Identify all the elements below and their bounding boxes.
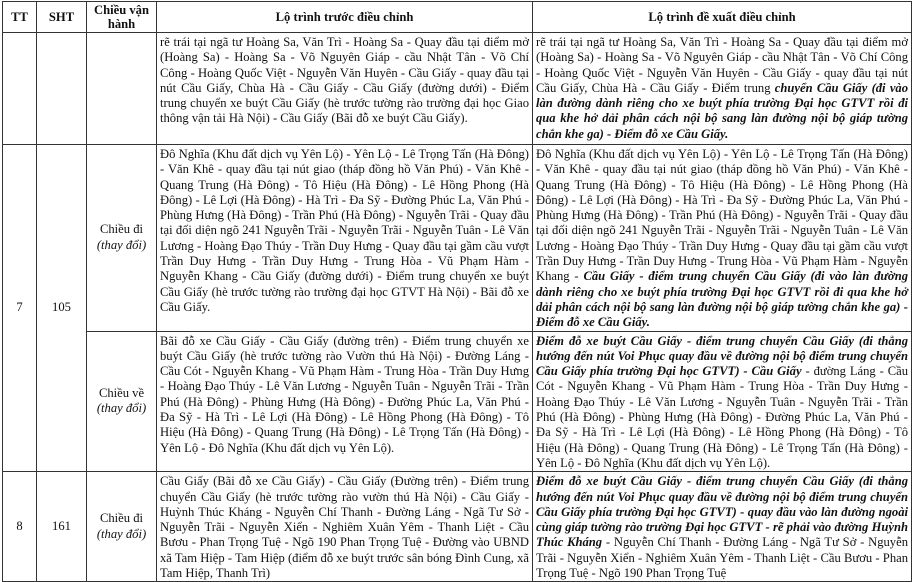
sht-cell: 105 [37, 145, 87, 472]
table-row [3, 33, 912, 145]
route-proposed-cell [533, 33, 912, 145]
direction-cell [87, 145, 157, 332]
header-route-proposed: Lộ trình đề xuất điều chỉnh [533, 2, 912, 33]
route-proposed-text: - Nguyễn Chí Thanh - Đường Láng - Ngã Tư Sở - Nguyễn Trãi - Nguyễn Xiển - Nghiêm Xuân Yêm - Thanh Liệt - Cầu Bươu - Phan Trọng Tuệ - Ngõ 190 Phan Trọng Tuệ [536, 535, 908, 581]
direction-label: Chiều về [98, 386, 145, 401]
header-route-before: Lộ trình trước điều chỉnh [157, 2, 533, 33]
header-sht: SHT [37, 2, 87, 33]
sht-cell: 161 [37, 472, 87, 582]
route-proposed-highlight: Cầu Giấy - điểm trung chuyển Cầu Giấy (đi vào làn đường dành riêng cho xe buýt phía trường Đại học GTVT rồi đi qua khe hở dải phân cách nội bộ sang làn đường nội bộ giáp tường chắn khe ga) - Điểm đỗ xe Cầu Giấy. [536, 269, 908, 330]
route-proposed-highlight: chuyển Cầu Giấy (đi vào làn đường dành riêng cho xe buýt phía trường Đại học GTVT rồi đi qua khe hở dải phân cách nội bộ sang làn đường nội bộ giáp tường chắn khe ga) - Điểm đỗ xe Cầu Giấy. [536, 80, 909, 141]
route-proposed-cell [533, 472, 912, 582]
table-header-row [3, 2, 912, 33]
table-row [3, 145, 912, 332]
route-proposed-cell [533, 331, 912, 472]
direction-note: (thay đổi) [96, 237, 147, 252]
table-row [3, 472, 912, 582]
route-before-cell: Bãi đỗ xe Cầu Giấy - Cầu Giấy (đường trên) - Điểm trung chuyển xe buýt Cầu Giấy (hè trước tường rào Vườn thú Hà Nội) - Đường Láng - Cầu Cót - Nguyễn Khang - Vũ Phạm Hàm - Trung Hòa - Trần Duy Hưng - Hoàng Đạo Thúy - Lê Văn Lương - Nguyễn Tuân - Nguyễn Trãi - Trần Phú (Hà Đông) - Phùng Hưng (Hà Đông) - Đường Phúc La, Văn Phú - Đa Sỹ - Hà Trì - Lê Lợi (Hà Đông) - Lê Hồng Phong (Hà Đông) - Tô Hiệu (Hà Đông) - Quang Trung (Hà Đông) - Lê Trọng Tấn (Hà Đông) - Yên Lộ - Đô Nghĩa (Khu đất dịch vụ Yên Lộ). [157, 331, 533, 472]
sht-cell [37, 33, 87, 145]
direction-cell [87, 472, 157, 582]
tt-cell [3, 33, 37, 145]
route-proposed-cell [533, 145, 912, 332]
route-before-cell: Cầu Giấy (Bãi đỗ xe Cầu Giấy) - Cầu Giấy (Đường trên) - Điểm trung chuyển Cầu Giấy (hè trước tường rào vườn thú Hà Nội) - Cầu Giấy - Huỳnh Thúc Kháng - Nguyễn Chí Thanh - Đường Láng - Ngã Tư Sở - Nguyễn Trãi - Nguyễn Xiển - Nghiêm Xuân Yêm - Thanh Liệt - Cầu Bươu - Phan Trọng Tuệ - Ngõ 190 Phan Trọng Tuệ - Đường vào UBND xã Tam Hiệp - Tam Hiệp (điểm đỗ xe buýt trước sân bóng Đình Cung, xã Tam Hiệp, Thanh Trì) [157, 472, 533, 582]
direction-label: Chiều đi [99, 511, 144, 526]
direction-cell [87, 331, 157, 472]
route-proposed-text: - đường Láng - Cầu Cót - Nguyễn Khang - Vũ Phạm Hàm - Trung Hòa - Trần Duy Hưng - Hoàng Đạo Thúy - Lê Văn Lương - Nguyễn Tuân - Nguyễn Trãi - Trần Phú (Hà Đông) - Phùng Hưng (Hà Đông) - Đường Phúc La, Văn Phú - Đa Sỹ - Hà Trì - Lê Lợi (Hà Đông) - Lê Hồng Phong (Hà Đông) - Tô Hiệu (Hà Đông) - Quang Trung (Hà Đông) - Lê Trọng Tấn (Hà Đông) - Yên Lộ - Đô Nghĩa (Khu đất dịch vụ Yên Lộ). [536, 364, 908, 470]
route-proposed-highlight: Điểm đỗ xe buýt Cầu Giấy - điểm trung chuyển Cầu Giấy (đi thẳng hướng đến nút Voi Phục quay đầu về đường nội bộ điểm trung chuyển Cầu Giấy phía trường Đại học GTVT) - Cầu Giấy [536, 333, 908, 379]
tt-cell: 8 [3, 472, 37, 582]
header-tt: TT [3, 2, 37, 33]
direction-note: (thay đổi) [96, 526, 147, 541]
route-proposed-text: rẽ trái tại ngã tư Hoàng Sa, Văn Trì - Hoàng Sa - Quay đầu tại điểm mở (Hoàng Sa) - Hoàng Sa - Võ Nguyên Giáp - cầu Nhật Tân - Võ Chí Công - Hoàng Quốc Việt - Nguyễn Văn Huyên - Cầu Giấy - quay đầu tại nút Cầu Giấy, Chùa Hà - Cầu Giấy - Điểm trung [536, 35, 908, 95]
route-proposed-highlight: Điểm đỗ xe buýt Cầu Giấy - điểm trung chuyển Cầu Giấy (đi thẳng hướng đến nút Voi Phục quay đầu về đường nội bộ điểm trung chuyển Cầu Giấy phía trường Đại học GTVT) - quay đầu vào làn đường ngoài cùng giáp tường rào trường Đại học GTVT - rẽ phải vào đường Huỳnh Thúc Kháng [536, 474, 908, 550]
route-before-cell: rẽ trái tại ngã tư Hoàng Sa, Văn Trì - Hoàng Sa - Quay đầu tại điểm mở (Hoàng Sa) - Hoàng Sa - Võ Nguyên Giáp - cầu Nhật Tân - Võ Chí Công - Hoàng Quốc Việt - Nguyễn Văn Huyên - Cầu Giấy - quay đầu tại nút Cầu Giấy, Chùa Hà - Cầu Giấy - Cầu Giấy (đường dưới) - Điểm trung chuyển xe buýt Cầu Giấy (hè trước tường rào trường đại học Giao thông vận tải Hà Nội) - Cầu Giấy (Bãi đỗ xe buýt Cầu Giấy). [157, 33, 533, 145]
route-adjustment-table [2, 1, 912, 582]
route-proposed-text: Đô Nghĩa (Khu đất dịch vụ Yên Lộ) - Yên Lộ - Lê Trọng Tấn (Hà Đông) - Văn Khê - quay đầu tại nút giao (tháp đồng hồ Văn Phú) - Văn Khê - Quang Trung (Hà Đông) - Tô Hiệu (Hà Đông) - Lê Hồng Phong (Hà Đông) - Lê Lợi (Hà Đông) - Hà Trì - Đa Sỹ - Đường Phúc La, Văn Phú - Phùng Hưng (Hà Đông) - Trần Phú (Hà Đông) - Nguyễn Trãi - Quay đầu tại đối diện ngõ 241 Nguyễn Trãi - Nguyễn Trãi - Nguyễn Tuân - Lê Văn Lương - Hoàng Đạo Thúy - Trần Duy Hưng - Quay đầu tại gầm cầu vượt Trần Duy Hưng - Trần Duy Hưng - Trung Hòa - Vũ Phạm Hàm - Nguyễn Khang - [536, 147, 908, 284]
tt-cell: 7 [3, 145, 37, 472]
table-row [3, 331, 912, 472]
route-before-cell: Đô Nghĩa (Khu đất dịch vụ Yên Lộ) - Yên Lộ - Lê Trọng Tấn (Hà Đông) - Văn Khê - quay đầu tại nút giao (tháp đồng hồ Văn Phú) - Văn Khê - Quang Trung (Hà Đông) - Tô Hiệu (Hà Đông) - Lê Hồng Phong (Hà Đông) - Lê Lợi (Hà Đông) - Hà Trì - Đa Sỹ - Đường Phúc La, Văn Phú - Phùng Hưng (Hà Đông) - Trần Phú (Hà Đông) - Nguyễn Trãi - Quay đầu tại đối diện ngõ 241 Nguyễn Trãi - Nguyễn Trãi - Nguyễn Tuân - Lê Văn Lương - Hoàng Đạo Thúy - Trần Duy Hưng - Quay đầu tại gầm cầu vượt Trần Duy Hưng - Trần Duy Hưng - Trung Hòa - Vũ Phạm Hàm - Nguyễn Khang - Cầu Giấy (đường dưới) - Điểm trung chuyển xe buýt Cầu Giấy (hè trước tường rào trường đại học GTVT Hà Nội) - Bãi đỗ xe Cầu Giấy. [157, 145, 533, 332]
direction-note: (thay đổi) [96, 401, 147, 416]
direction-label: Chiều đi [99, 222, 144, 237]
header-direction: Chiều vận hành [87, 2, 157, 33]
direction-cell [87, 33, 157, 145]
